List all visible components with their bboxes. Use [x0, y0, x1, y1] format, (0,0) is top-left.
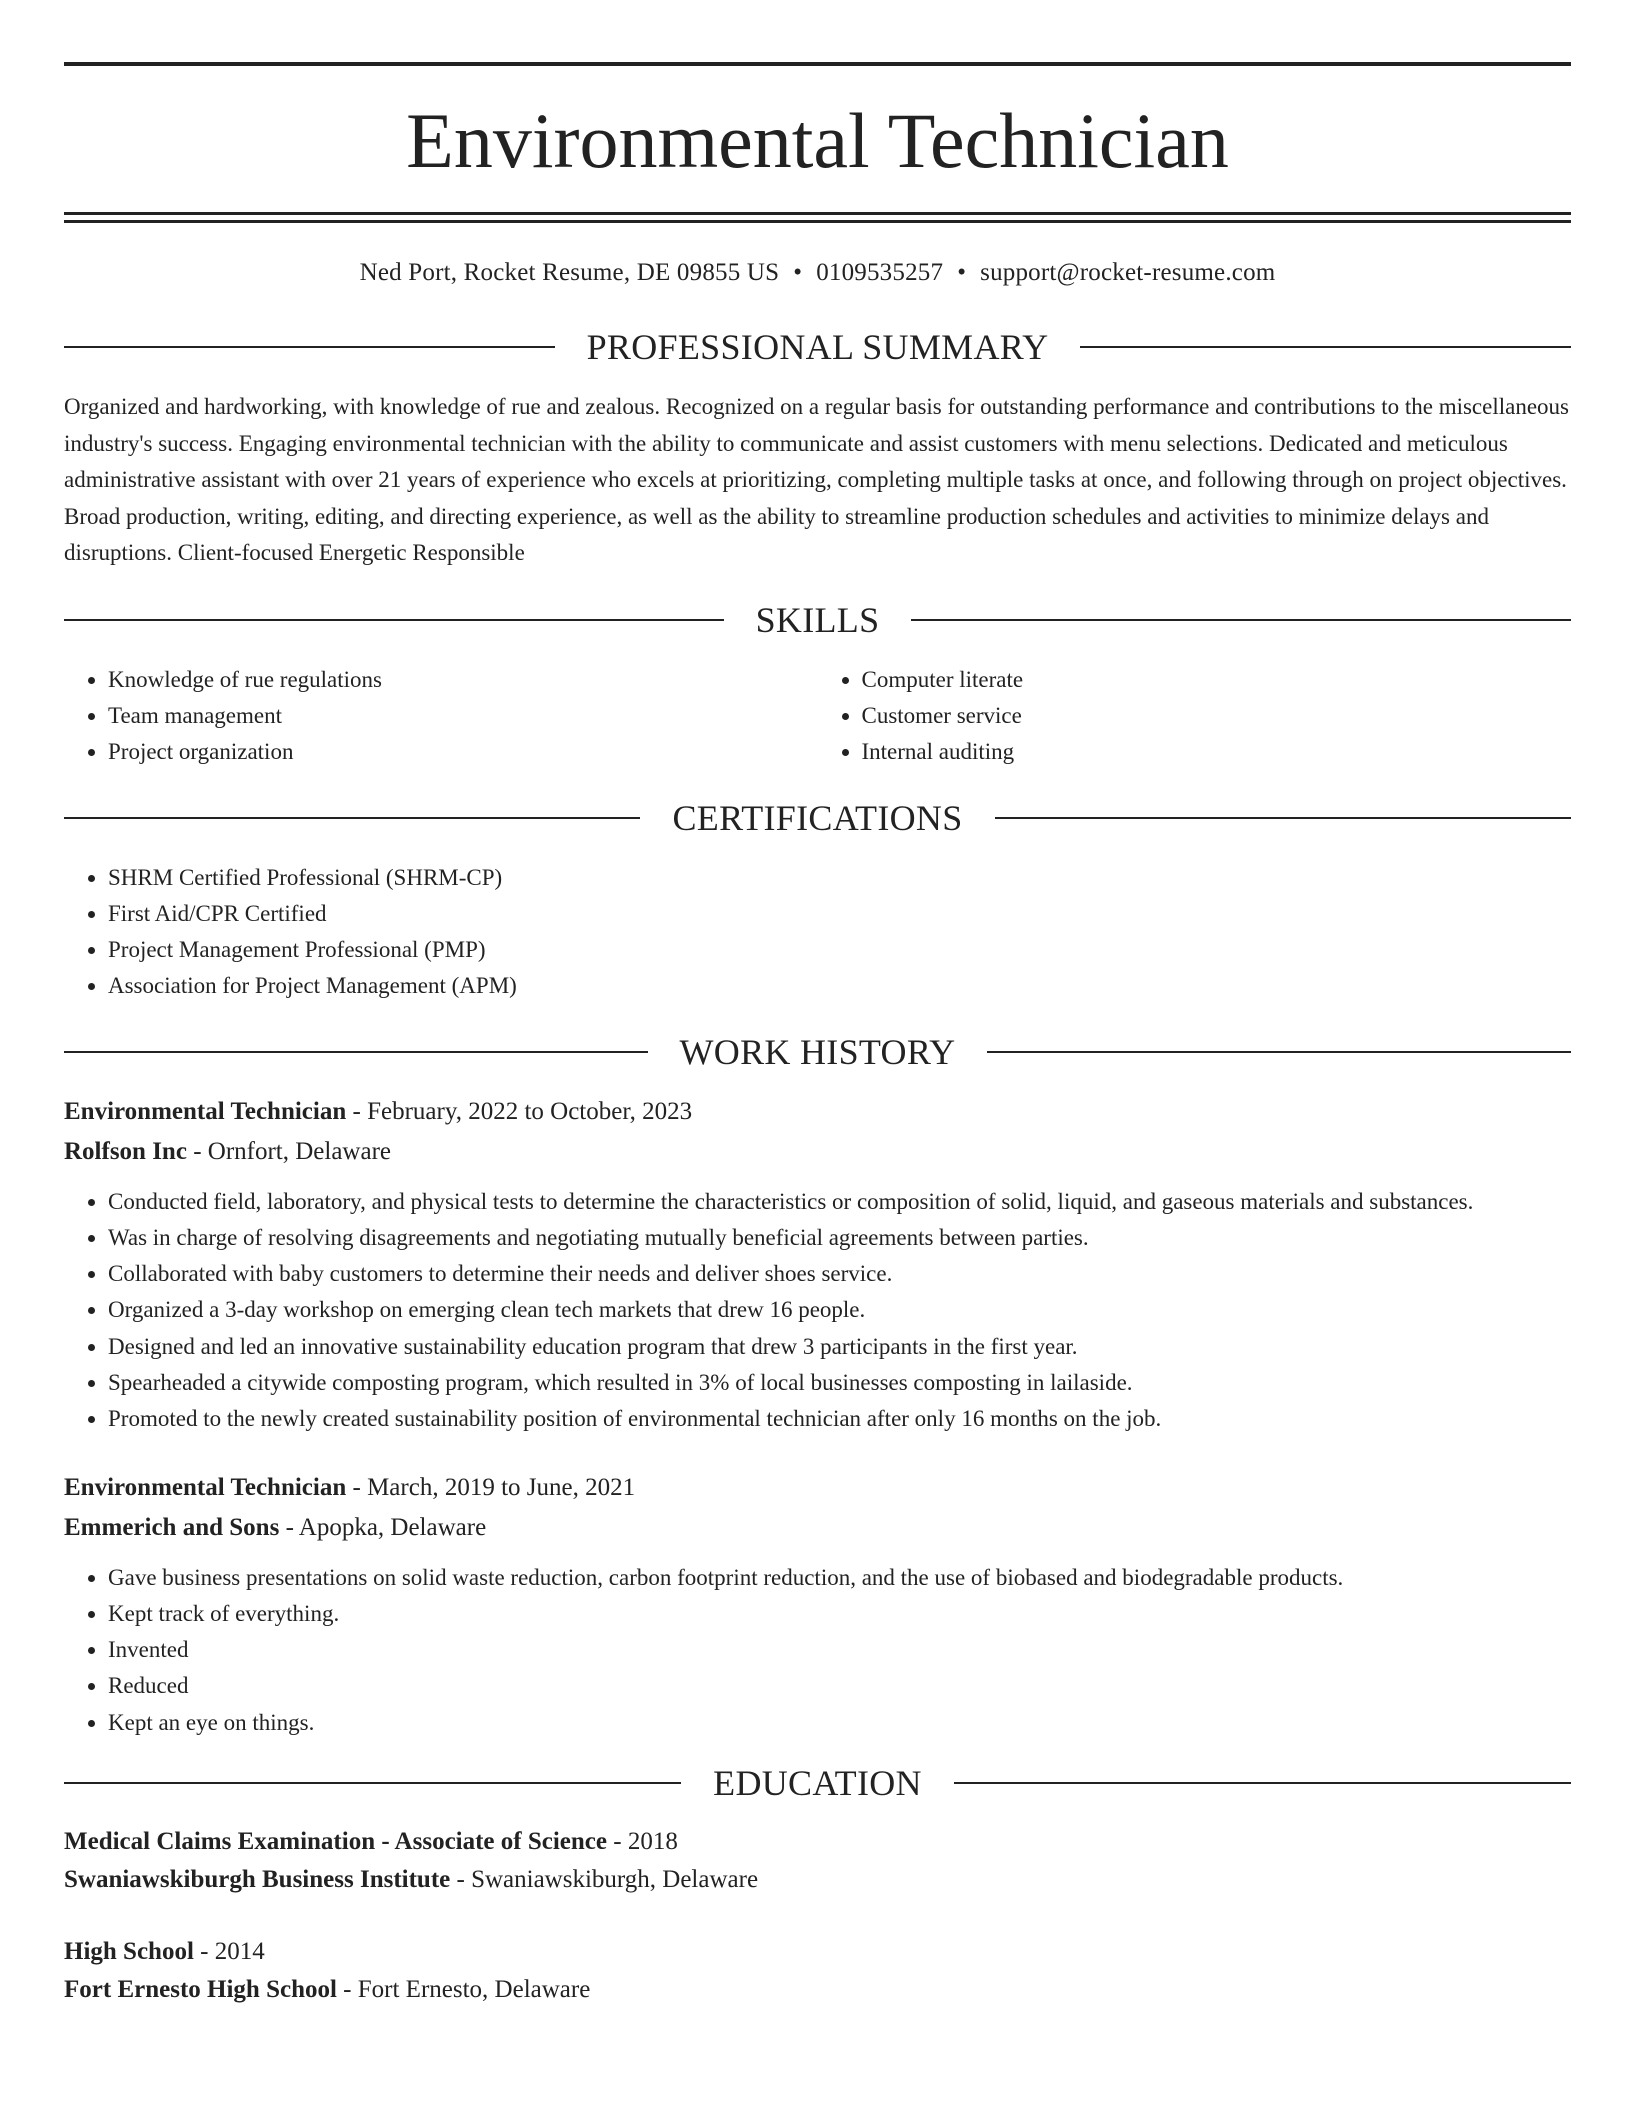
- job-bullet: • Kept an eye on things.: [108, 1705, 1571, 1741]
- education-school: Fort Ernesto High School: [64, 1976, 337, 2004]
- education-location: - Fort Ernesto, Delaware: [336, 1976, 591, 2004]
- heading-rule: [64, 1782, 681, 1784]
- education-school: Swaniawskiburgh Business Institute: [64, 1866, 451, 1894]
- certifications-heading-label: CERTIFICATIONS: [672, 797, 963, 838]
- job-company: Emmerich and Sons: [64, 1513, 280, 1541]
- skill-item: • Internal auditing: [862, 734, 1572, 770]
- work-heading: [64, 1031, 1571, 1072]
- summary-heading: [64, 329, 1571, 365]
- certification-item: • Project Management Professional (PMP): [108, 932, 1571, 968]
- heading-rule: [1080, 346, 1571, 348]
- contact-address: Ned Port, Rocket Resume, DE 09855 US: [359, 259, 780, 286]
- education-degree-line: [64, 1933, 1571, 1971]
- job-title: Environmental Technician: [64, 1473, 347, 1501]
- contact-line: [64, 259, 1571, 287]
- heading-rule: [987, 1051, 1571, 1053]
- education-heading: [64, 1763, 1571, 1804]
- job-bullet: • Spearheaded a citywide composting program, which resulted in 3% of local businesses composting in lailaside.: [108, 1365, 1571, 1401]
- certification-item: • Association for Project Management (APM): [108, 968, 1571, 1004]
- job-company-line: [64, 1132, 1571, 1172]
- education-degree: Medical Claims Examination - Associate of Science: [64, 1828, 607, 1856]
- heading-rule: [64, 619, 724, 621]
- summary-text: Organized and hardworking, with knowledge of rue and zealous. Recognized on a regular basis for outstanding performance and contributions to the miscellaneous industry's success. Engaging environmental technician with the ability to communicate and assist customers with menu selections. Dedicated and meticulous administrative assistant with over 21 years of experience who excels at prioritizing, completing multiple tasks at once, and following through on project objectives. Broad production, writing, editing, and directing experience, as well as the ability to streamline production schedules and activities to minimize delays and disruptions. Client-focused Energetic Responsible: [64, 394, 1569, 565]
- job-dates: - February, 2022 to October, 2023: [346, 1097, 693, 1125]
- job-company-line: [64, 1508, 1571, 1548]
- skill-item: • Customer service: [862, 698, 1572, 734]
- job-bullet: • Gave business presentations on solid waste reduction, carbon footprint reduction, and the use of biobased and biodegradable products.: [108, 1560, 1571, 1596]
- education-location: - Swaniawskiburgh, Delaware: [450, 1866, 759, 1894]
- education-degree-line: [64, 1823, 1571, 1861]
- heading-rule: [64, 817, 640, 819]
- certification-item: • SHRM Certified Professional (SHRM-CP): [108, 860, 1571, 896]
- skill-item: • Team management: [108, 698, 818, 734]
- job-bullet: • Designed and led an innovative sustainability education program that drew 3 participants in the first year.: [108, 1329, 1571, 1365]
- skill-item: • Knowledge of rue regulations: [108, 662, 818, 698]
- summary-heading-label: PROFESSIONAL SUMMARY: [586, 327, 1049, 367]
- certifications-heading: [64, 797, 1571, 838]
- job-bullet: • Promoted to the newly created sustainability position of environmental technician after only 16 months on the job.: [108, 1401, 1571, 1437]
- job-bullet: • Conducted field, laboratory, and physical tests to determine the characteristics or composition of solid, liquid, and gaseous materials and substances.: [108, 1184, 1571, 1220]
- job-bullets: [64, 1560, 1571, 1741]
- skills-heading: [64, 599, 1571, 640]
- certifications-list: [64, 860, 1571, 1004]
- contact-email: support@rocket-resume.com: [980, 259, 1276, 286]
- job-bullets: [64, 1184, 1571, 1438]
- job-location: - Apopka, Delaware: [279, 1513, 487, 1541]
- job-bullet: • Was in charge of resolving disagreements and negotiating mutually beneficial agreements between parties.: [108, 1220, 1571, 1256]
- heading-rule: [911, 619, 1571, 621]
- job-bullet: • Reduced: [108, 1668, 1571, 1704]
- heading-rule: [954, 1782, 1571, 1784]
- job-entry: [64, 1468, 1571, 1741]
- education-entry: [64, 1823, 1571, 1899]
- skills-list-right: [818, 662, 1572, 770]
- contact-separator: •: [957, 259, 967, 286]
- heading-rule: [64, 1051, 648, 1053]
- job-bullet: • Organized a 3-day workshop on emerging clean tech markets that drew 16 people.: [108, 1292, 1571, 1328]
- contact-phone: 0109535257: [816, 259, 944, 286]
- education-year: - 2014: [193, 1938, 265, 1966]
- job-title-line: [64, 1092, 1571, 1132]
- job-bullet: • Collaborated with baby customers to determine their needs and deliver shoes service.: [108, 1256, 1571, 1292]
- heading-rule: [64, 346, 555, 348]
- skill-item: • Computer literate: [862, 662, 1572, 698]
- title-double-rule: [64, 212, 1571, 223]
- contact-separator: •: [793, 259, 803, 286]
- skills-list-left: [64, 662, 818, 770]
- education-school-line: [64, 1861, 1571, 1899]
- skills-heading-label: SKILLS: [755, 599, 880, 640]
- skill-item: • Project organization: [108, 734, 818, 770]
- education-heading-label: EDUCATION: [713, 1763, 922, 1804]
- education-year: - 2018: [607, 1828, 678, 1856]
- page-title: Environmental Technician: [406, 97, 1229, 184]
- job-dates: - March, 2019 to June, 2021: [346, 1473, 636, 1501]
- heading-rule: [995, 817, 1571, 819]
- job-location: - Ornfort, Delaware: [186, 1137, 392, 1165]
- job-bullet: • Kept track of everything.: [108, 1596, 1571, 1632]
- job-bullet: • Invented: [108, 1632, 1571, 1668]
- skills-grid: [64, 662, 1571, 770]
- job-company: Rolfson Inc: [64, 1137, 187, 1165]
- job-title-line: [64, 1468, 1571, 1508]
- education-degree: High School: [64, 1938, 194, 1966]
- education-school-line: [64, 1971, 1571, 2009]
- resume-content: [64, 0, 1571, 2009]
- education-entry: [64, 1933, 1571, 2009]
- top-rule: [64, 62, 1571, 66]
- certification-item: • First Aid/CPR Certified: [108, 896, 1571, 932]
- job-entry: [64, 1092, 1571, 1438]
- work-heading-label: WORK HISTORY: [679, 1031, 956, 1072]
- job-title: Environmental Technician: [64, 1097, 347, 1125]
